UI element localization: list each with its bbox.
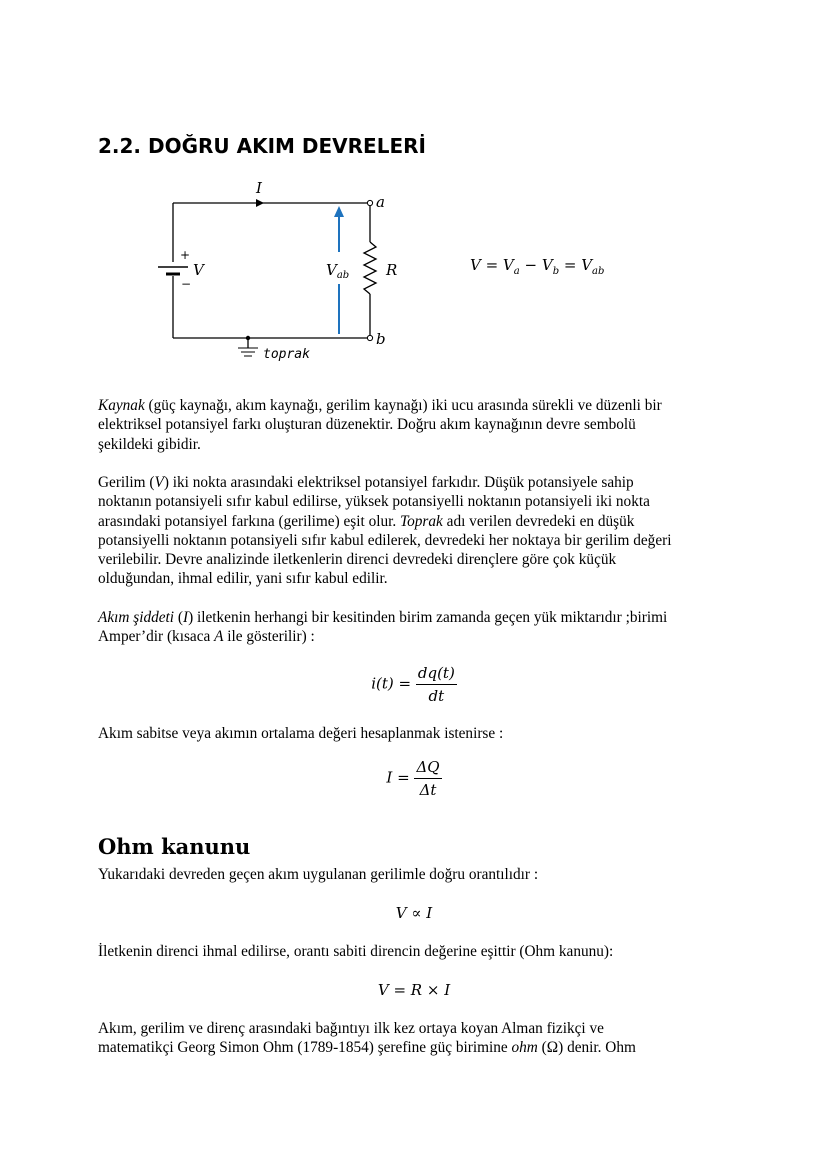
term-akim-siddeti: Akım şiddeti [98, 609, 175, 626]
vab-sub: ab [336, 270, 350, 281]
section-title: 2.2. DOĞRU AKIM DEVRELERİ [98, 134, 426, 158]
resistor-label: R [386, 261, 398, 279]
node-a-label: a [376, 193, 385, 211]
equation-current: i(t) = $\frac{dq(t)}{dt}$ [371, 664, 455, 705]
equation-voltage-difference: $V = V_a - V_b = V_{ab}$ [470, 256, 605, 277]
term-toprak: Toprak [400, 512, 443, 530]
vab-main: V [326, 261, 337, 279]
term-ohm: ohm [511, 1039, 538, 1057]
paragraph-akim: Akım şiddeti (I) iletkenin herhangi bir kesitinden birim zamanda geçen yük miktarıdır ;birimi Amper’dir (kısaca A ile gösterilir) : [98, 609, 668, 646]
plus-sign: + [180, 248, 191, 262]
paragraph-kaynak: Kaynak (güç kaynağı, akım kaynağı, gerilim kaynağı) iki ucu arasında sürekli ve düzenli bir elektriksel potansiyel farkı oluşturan düzenektir. Doğru akım kaynağının devre sembolü şekildeki gibidir. [98, 397, 662, 453]
current-label: I [256, 179, 262, 197]
source-label: V [193, 261, 204, 279]
paragraph-average: Akım sabitse veya akımın ortalama değeri hesaplanmak istenirse : [98, 725, 504, 742]
node-b-label: b [376, 330, 386, 348]
equation-proportional: V ∝ I [395, 904, 433, 922]
vab-label [326, 261, 349, 281]
term-kaynak: Kaynak [98, 397, 145, 414]
ohm-title: Ohm kanunu [98, 834, 251, 859]
paragraph-gerilim: Gerilim (V) iki nokta arasındaki elektriksel potansiyel farkıdır. Düşük potansiyele sahip noktanın potansiyeli sıfır kabul edilirse, yüksek potansiyelli noktanın potansiyeli iki nokta arasındaki potansiyel farkına (gerilime) eşit olur. Toprak adı verilen devredeki en düşük potansiyelli noktanın potansiyeli sıfır kabul edilerek, devredeki her noktaya bir gerilim değeri verilebilir. Devre analizinde iletkenlerin direnci devredeki dirençlere göre çok küçük olduğundan, ihmal edilir, yani sıfır kabul edilir. [98, 474, 672, 588]
ground-label: toprak [263, 347, 310, 362]
paragraph-proportional: Yukarıdaki devreden geçen akım uygulanan gerilimle doğru orantılıdır : [98, 866, 539, 883]
equation-average-current: I = $\frac{\Delta Q}{\Delta t}$ [386, 758, 440, 799]
equation-ohm: V = R × I [377, 981, 451, 999]
paragraph-ohm-history: Akım, gerilim ve direnç arasındaki bağıntıyı ilk kez ortaya koyan Alman fizikçi ve matematikçi Georg Simon Ohm (1789-1854) şerefine güç birimine ohm (Ω) denir. Ohm [98, 1020, 636, 1057]
circuit-diagram [140, 178, 440, 370]
minus-sign: − [181, 277, 192, 291]
paragraph-ohm-law: İletkenin direnci ihmal edilirse, orantı sabiti direncin değerine eşittir (Ohm kanunu): [98, 943, 614, 960]
